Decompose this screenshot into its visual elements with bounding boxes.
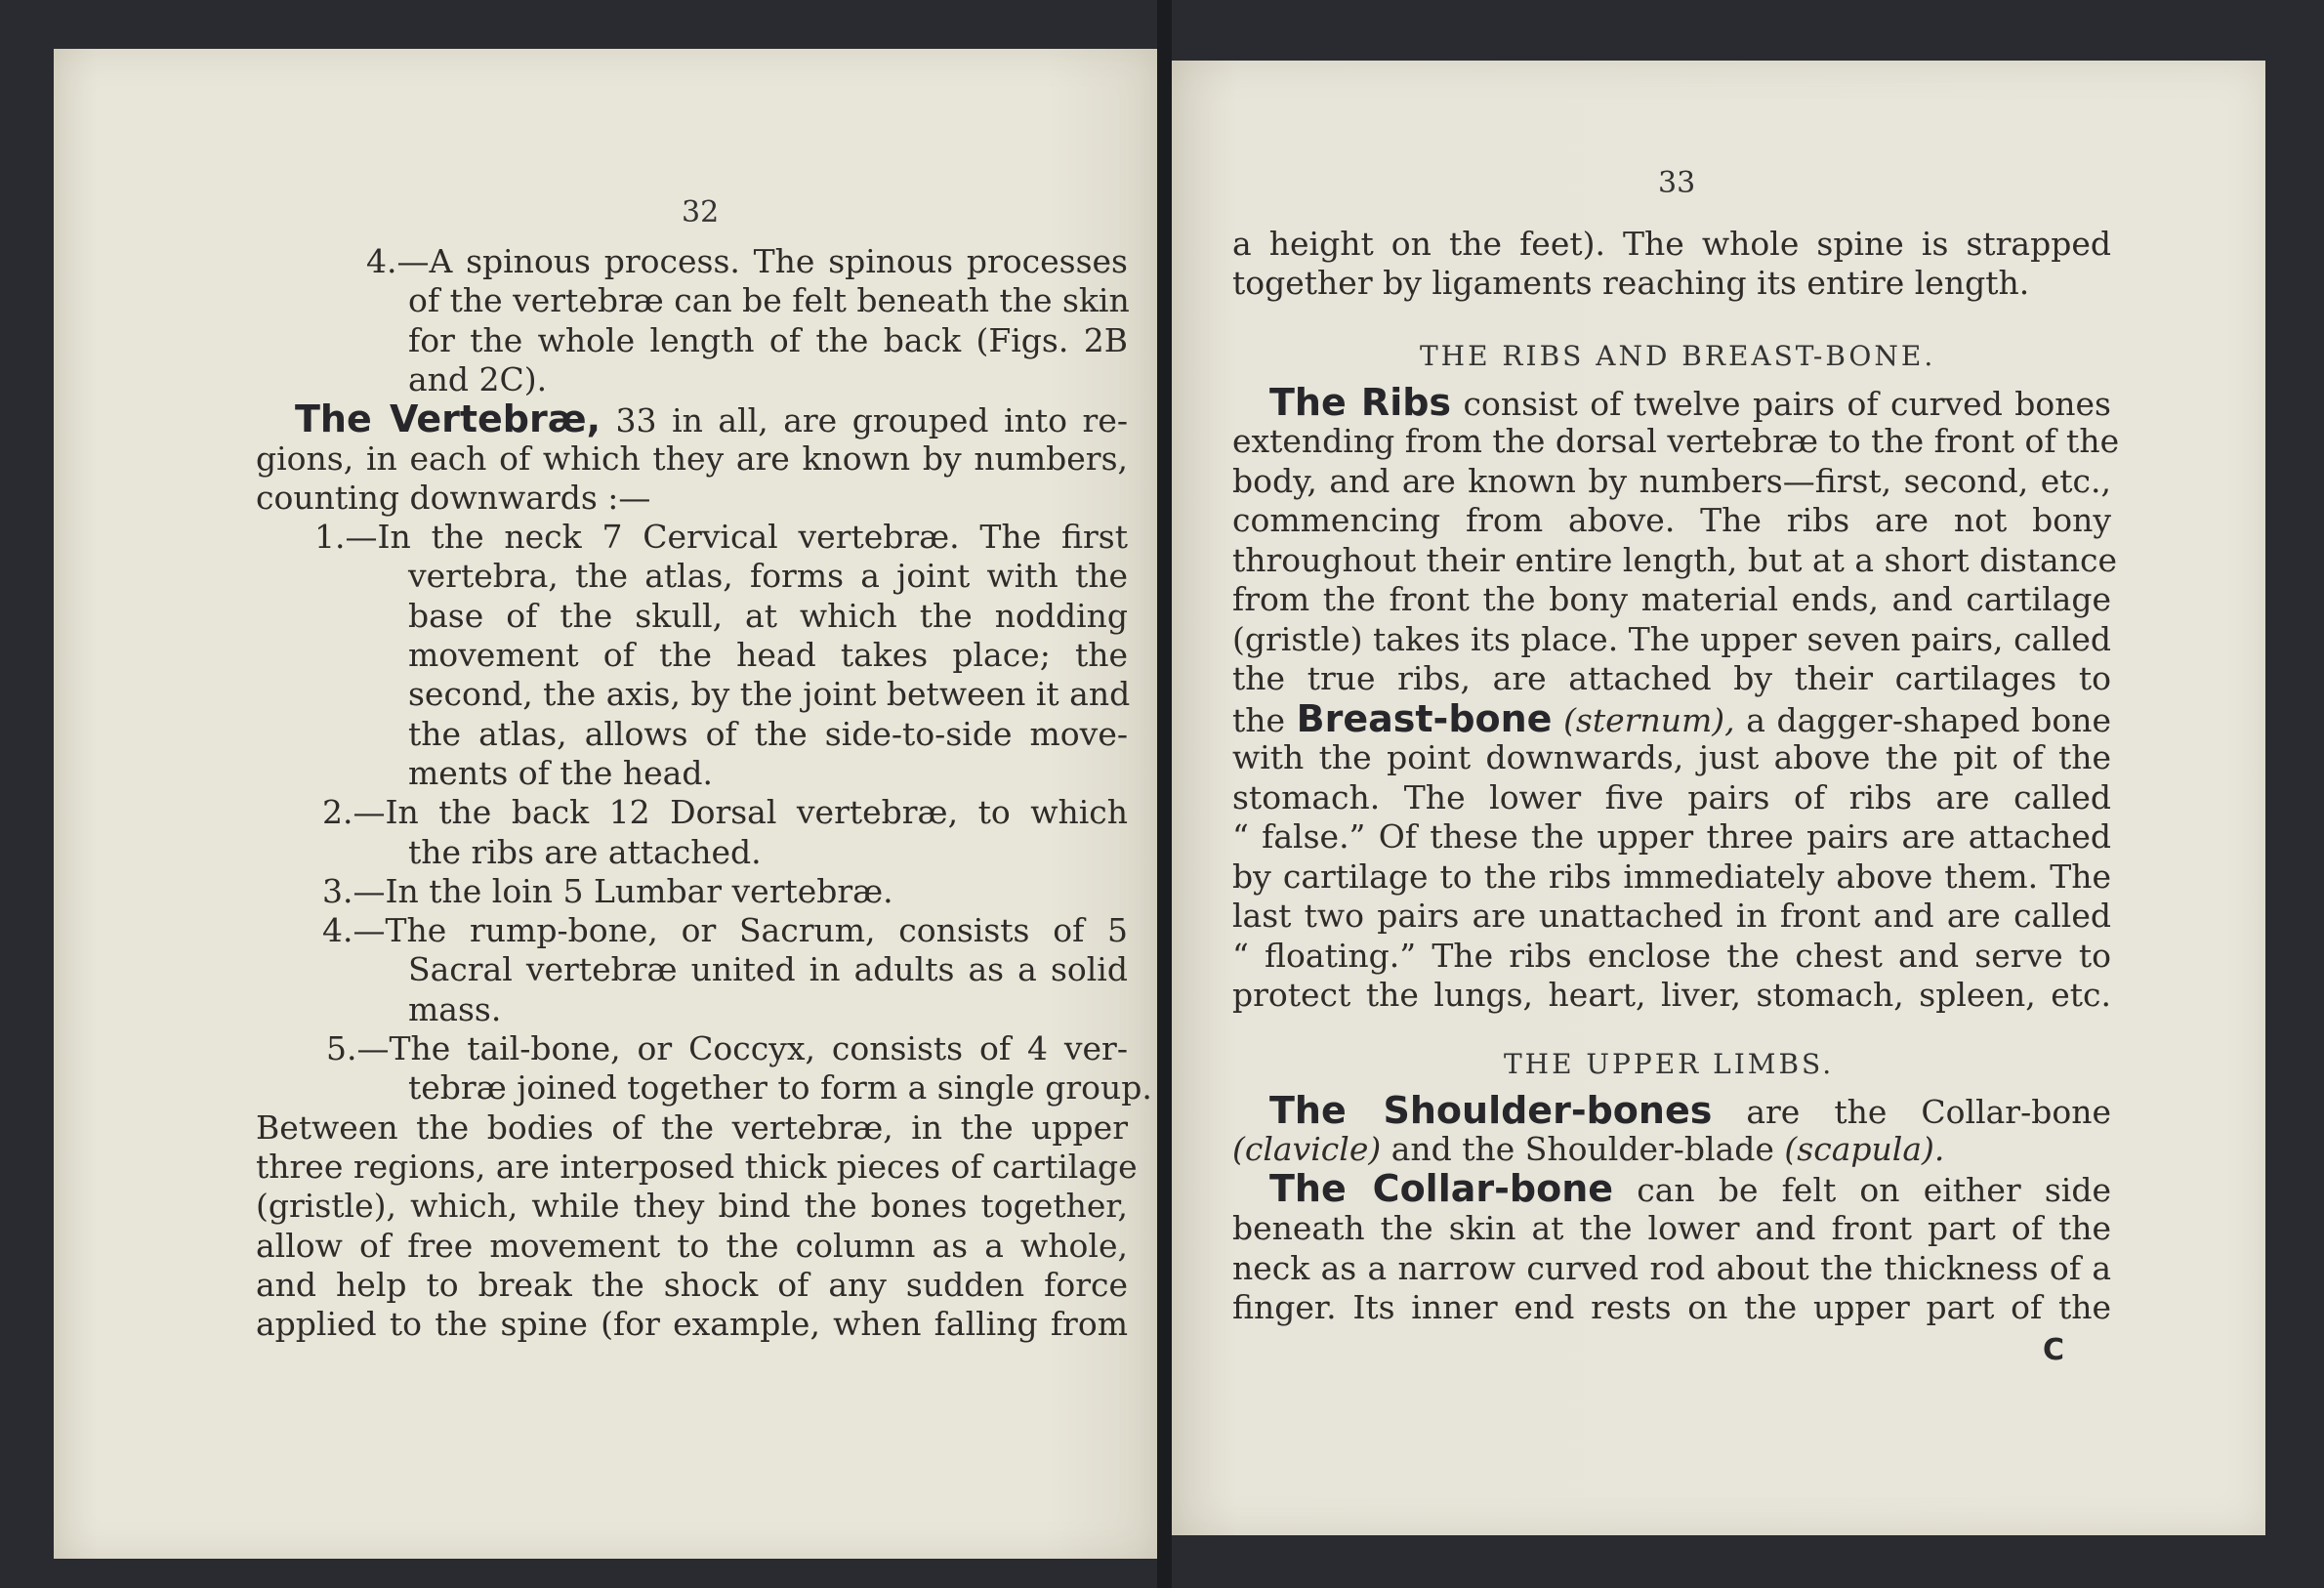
left-line: mass. [408, 989, 502, 1028]
right-line: (gristle) takes its place. The upper seven pairs, called [1232, 619, 2111, 658]
left-line: gions, in each of which they are known by numbers, [256, 439, 1128, 478]
right-line: last two pairs are unattached in front and are called [1232, 897, 2111, 935]
right-line: from the front the bony material ends, and cartilage [1232, 580, 2111, 618]
section-heading-ribs: THE RIBS AND BREAST-BONE. [1420, 340, 1936, 372]
right-line: the true ribs, are attached by their cartilages to [1232, 659, 2111, 697]
left-line: 4.—A spinous process. The spinous processes [366, 242, 1128, 280]
right-line: The Collar-bone can be felt on either side [1269, 1167, 2111, 1210]
book-gutter [1157, 0, 1172, 1588]
left-line: 1.—In the neck 7 Cervical vertebræ. The first [314, 518, 1128, 557]
left-line: and 2C). [408, 359, 548, 398]
section-heading-upper-limbs: THE UPPER LIMBS. [1504, 1048, 1835, 1080]
left-line: applied to the spine (for example, when falling from [256, 1305, 1128, 1344]
left-line: for the whole length of the back (Figs. 2B [408, 320, 1128, 359]
left-line: allow of free movement to the column as a whole, [256, 1226, 1128, 1265]
right-line: finger. Its inner end rests on the upper part of the [1232, 1288, 2111, 1326]
left-line: counting downwards :— [256, 478, 651, 517]
right-line: together by ligaments reaching its entire length. [1232, 264, 2030, 302]
right-line: by cartilage to the ribs immediately above them. The [1232, 857, 2111, 896]
right-line: with the point downwards, just above the pit of the [1232, 738, 2111, 776]
left-line: and help to break the shock of any sudden force [256, 1265, 1128, 1304]
right-line: commencing from above. The ribs are not bony [1232, 501, 2111, 539]
right-line: The Ribs consist of twelve pairs of curved bones [1269, 381, 2111, 424]
right-line: protect the lungs, heart, liver, stomach, spleen, etc. [1232, 976, 2111, 1014]
right-line: beneath the skin at the lower and front part of the [1232, 1209, 2111, 1247]
right-line: “ false.” Of these the upper three pairs are attached [1232, 817, 2111, 856]
left-line: tebræ joined together to form a single group. [408, 1068, 1152, 1107]
right-line: stomach. The lower five pairs of ribs are called [1232, 777, 2111, 816]
left-line: second, the axis, by the joint between it and [408, 675, 1131, 714]
left-line: ments of the head. [408, 753, 713, 792]
right-line: throughout their entire length, but at a short distance [1232, 540, 2117, 579]
right-line: the Breast-bone (sternum), a dagger-shaped bone [1232, 696, 2111, 740]
right-line: “ floating.” The ribs enclose the chest and serve to [1232, 936, 2111, 975]
left-line: Between the bodies of the vertebræ, in the upper [256, 1107, 1128, 1147]
left-line: Sacral vertebræ united in adults as a solid [408, 950, 1128, 989]
right-line: neck as a narrow curved rod about the thickness of a [1232, 1248, 2111, 1287]
left-line: movement of the head takes place; the [408, 636, 1128, 674]
right-line: a height on the feet). The whole spine is strapped [1232, 225, 2111, 263]
left-line: base of the skull, at which the nodding [408, 596, 1128, 635]
left-line: 2.—In the back 12 Dorsal vertebræ, to which [322, 793, 1128, 832]
left-line: three regions, are interposed thick pieces of cartilage [256, 1147, 1138, 1186]
right-line: The Shoulder-bones are the Collar-bone [1269, 1089, 2111, 1132]
page-number-left: 32 [682, 195, 720, 230]
left-line: vertebra, the atlas, forms a joint with the [408, 557, 1128, 596]
right-line: extending from the dorsal vertebræ to the front of the [1232, 422, 2120, 460]
left-line: The Vertebræ, 33 in all, are grouped into re- [295, 397, 1128, 441]
right-line: (clavicle) and the Shoulder-blade (scapula). [1232, 1130, 1945, 1168]
page-number-right: 33 [1658, 166, 1696, 200]
signature-mark: C [2043, 1333, 2065, 1367]
left-line: 5.—The tail-bone, or Coccyx, consists of 4 ver- [326, 1029, 1128, 1067]
left-line: of the vertebræ can be felt beneath the skin [408, 281, 1130, 320]
left-line: the atlas, allows of the side-to-side move- [408, 714, 1128, 753]
left-line: the ribs are attached. [408, 832, 762, 871]
right-line: body, and are known by numbers—first, second, etc., [1232, 461, 2111, 500]
left-line: 4.—The rump-bone, or Sacrum, consists of 5 [322, 911, 1128, 950]
left-line: 3.—In the loin 5 Lumbar vertebræ. [322, 871, 893, 910]
left-line: (gristle), which, while they bind the bones together, [256, 1187, 1128, 1226]
